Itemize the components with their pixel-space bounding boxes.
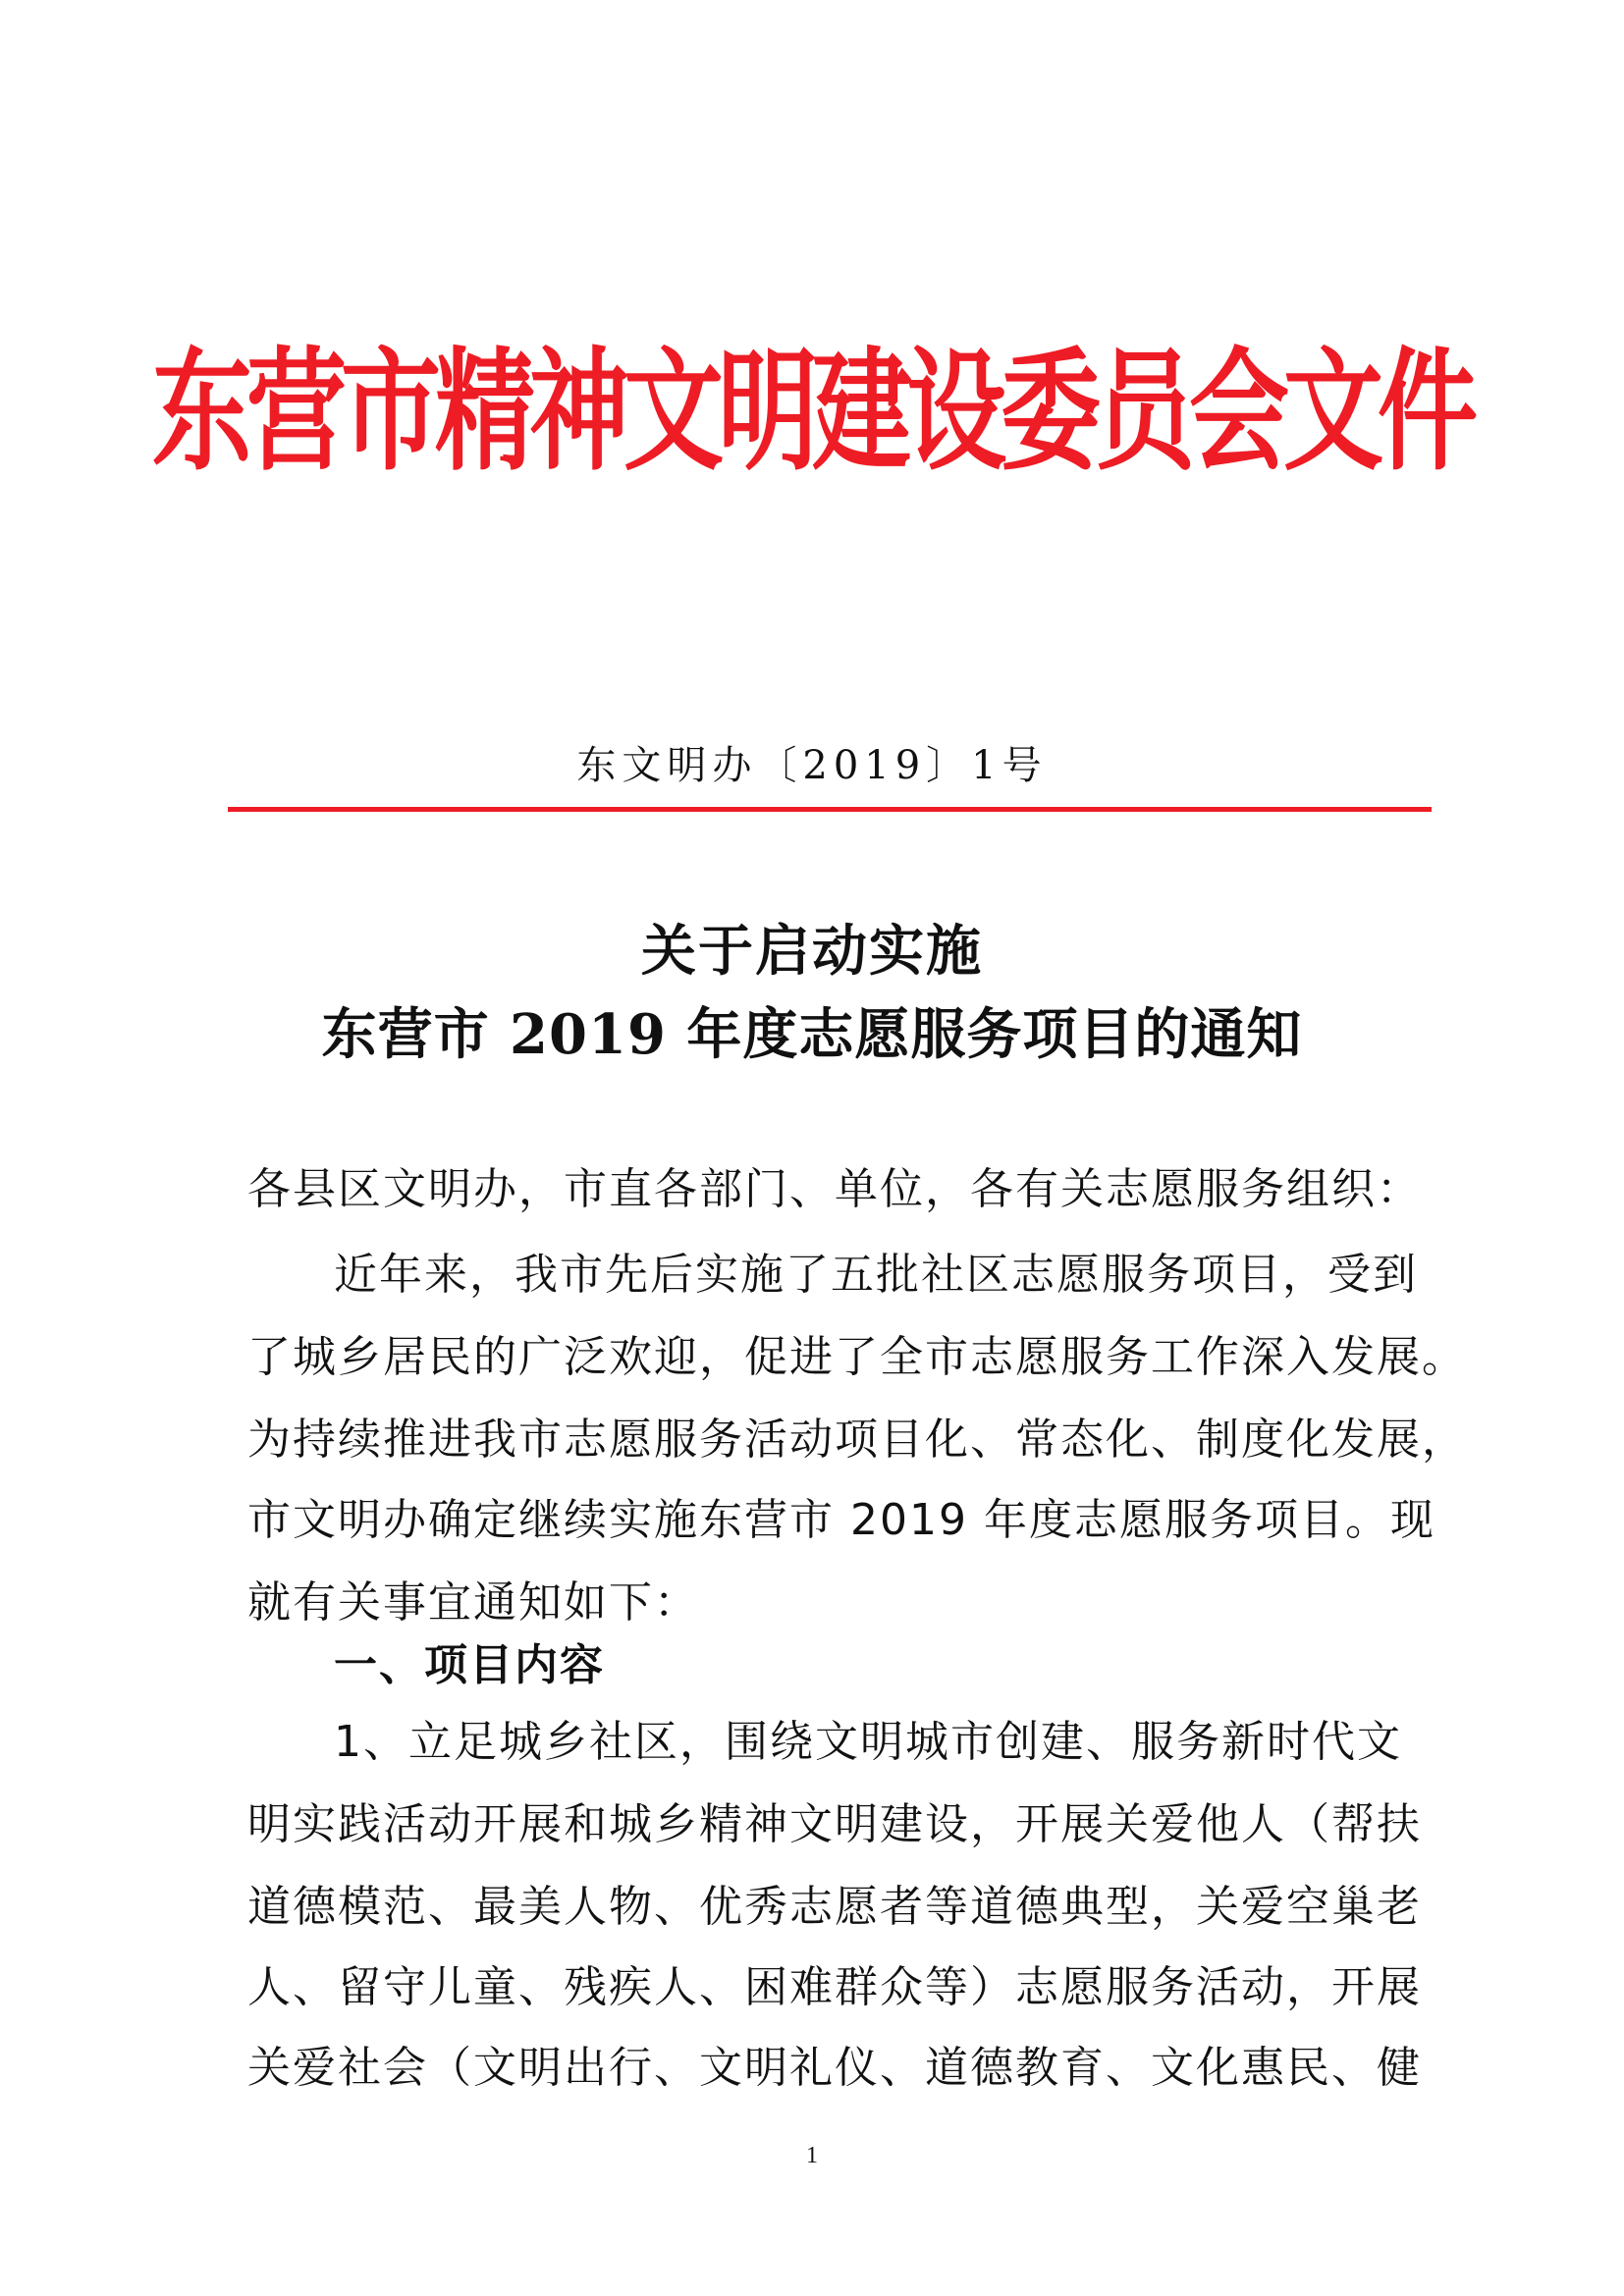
- body-line: 就有关事宜通知如下：: [247, 1577, 699, 1628]
- body-line: 近年来，我市先后实施了五批社区志愿服务项目，受到: [334, 1250, 1418, 1300]
- addressee-line: 各县区文明办，市直各部门、单位，各有关志愿服务组织：: [247, 1164, 1422, 1214]
- body-line: 了城乡居民的广泛欢迎，促进了全市志愿服务工作深入发展。: [247, 1332, 1467, 1382]
- body-line: 道德模范、最美人物、优秀志愿者等道德典型，关爱空巢老: [247, 1882, 1422, 1932]
- masthead-title: 东营市精神文明建设委员会文件: [152, 335, 1472, 490]
- body-line: 为持续推进我市志愿服务活动项目化、常态化、制度化发展，: [247, 1415, 1467, 1465]
- body-line: 1、立足城乡社区，围绕文明城市创建、服务新时代文: [334, 1717, 1402, 1767]
- notice-title-line-1: 关于启动实施: [641, 919, 983, 984]
- document-number: 东文明办〔2019〕1号: [576, 743, 1048, 788]
- body-line: 明实践活动开展和城乡精神文明建设，开展关爱他人（帮扶: [247, 1799, 1422, 1849]
- body-line: 市文明办确定继续实施东营市 2019 年度志愿服务项目。现: [247, 1495, 1435, 1545]
- page-number: 1: [806, 2143, 818, 2168]
- body-line: 人、留守儿童、残疾人、困难群众等）志愿服务活动，开展: [247, 1962, 1422, 2012]
- section-heading: 一、项目内容: [334, 1640, 605, 1690]
- notice-title-line-2: 东营市 2019 年度志愿服务项目的通知: [321, 1002, 1303, 1067]
- red-divider-line: [228, 807, 1432, 812]
- body-line: 关爱社会（文明出行、文明礼仪、道德教育、文化惠民、健: [247, 2043, 1422, 2093]
